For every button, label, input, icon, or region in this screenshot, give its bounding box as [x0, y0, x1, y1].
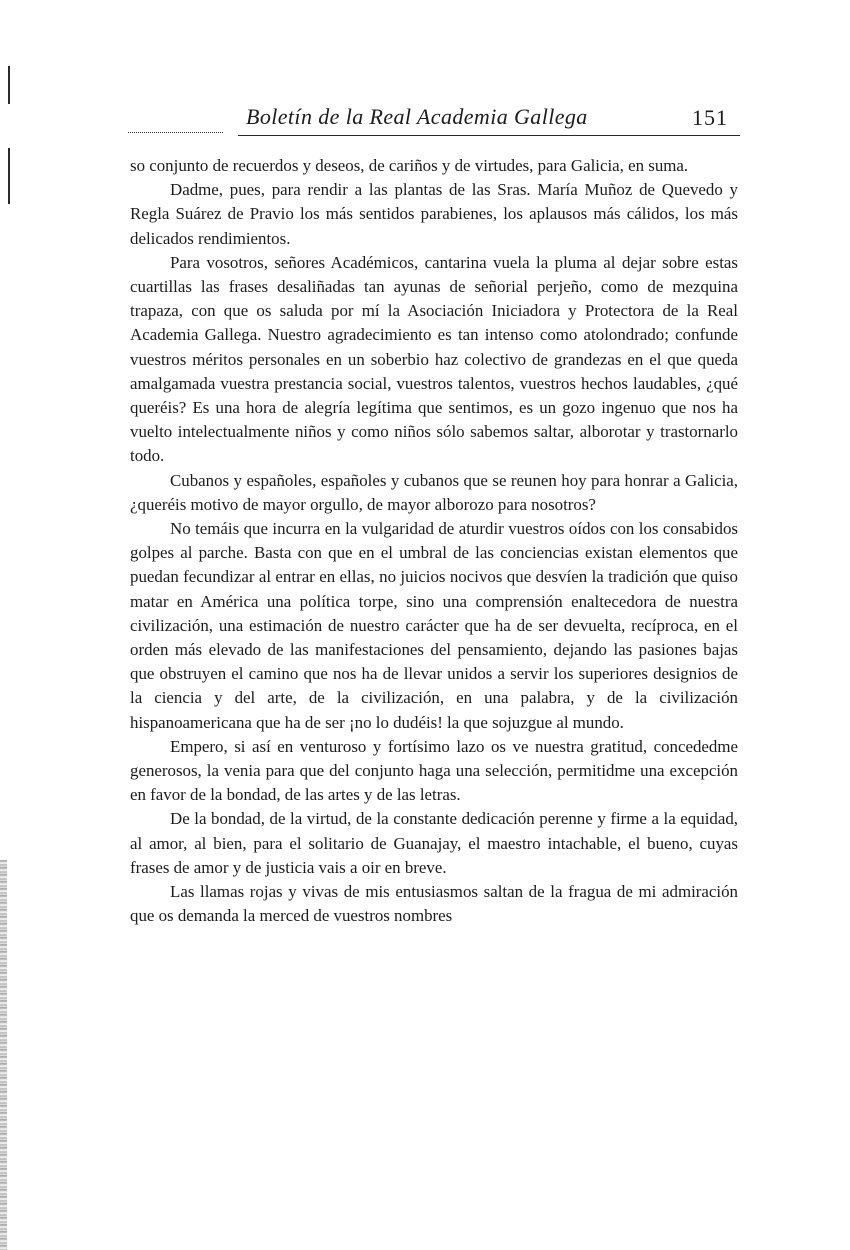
scan-edge-line-mid — [8, 148, 10, 204]
page-number: 151 — [692, 105, 728, 130]
page-header — [128, 104, 740, 136]
paragraph: No temáis que incurra en la vulgaridad de aturdir vuestros oídos con los consabidos golpes al parche. Basta con que en el umbral de las conciencias existan elementos que puedan fecundizar al entrar en ellas, no juicios nocivos que desvíen la tradición que quiso matar en América una política torpe, sino una comprensión enaltecedora de nuestra civilización, una estimación de nuestro carácter que ha de ser devuelta, recíproca, en el orden más elevado de las manifestaciones del pensamiento, dejando las pasiones bajas que obstruyen el camino que nos ha de llevar unidos a servir los superiores designios de la ciencia y del arte, de la civilización, en una palabra, y de la civilización hispanoamericana que ha de ser ¡no lo dudéis! la que sojuzgue al mundo. — [130, 519, 738, 732]
scan-edge-line-top — [8, 66, 10, 104]
body-text — [130, 154, 738, 929]
paragraph: Las llamas rojas y vivas de mis entusiasmos saltan de la fragua de mi admiración que os demanda la merced de vuestros nombres — [130, 882, 738, 926]
running-title: Boletín de la Real Academia Gallega — [246, 104, 588, 129]
header-dotted-rule — [128, 132, 223, 133]
paragraph-continued: so conjunto de recuerdos y deseos, de cariños y de virtudes, para Galicia, en suma. — [130, 156, 689, 175]
header-rule — [238, 135, 740, 136]
paragraph: Cubanos y españoles, españoles y cubanos que se reunen hoy para honrar a Galicia, ¿queréis motivo de mayor orgullo, de mayor alborozo para nosotros? — [130, 470, 738, 514]
paragraph: Para vosotros, señores Académicos, cantarina vuela la pluma al dejar sobre estas cuartillas las frases desaliñadas tan ayunas de señorial perjeño, como de mezquina trapaza, con que os saluda por mí la Asociación Iniciadora y Protectora de la Real Academia Gallega. Nuestro agradecimiento es tan intenso como atolondrado; confunde vuestros méritos personales en un soberbio haz colectivo de grandezas en el que queda amalgamada vuestra prestancia social, vuestros talentos, vuestros hechos laudables, ¿qué queréis? Es una hora de alegría legítima que sentimos, es un gozo ingenuo que nos ha vuelto intelectualmente niños y como niños sólo sabemos saltar, alborotar y trastornarlo todo. — [130, 252, 738, 466]
paragraph: Empero, si así en venturoso y fortísimo lazo os ve nuestra gratitud, concededme generosos, la venia para que del conjunto haga una selección, permitidme una excepción en favor de la bondad, de las artes y de las letras. — [130, 736, 738, 805]
scan-edge-shadow — [0, 860, 7, 1250]
paragraph: Dadme, pues, para rendir a las plantas de las Sras. María Muñoz de Quevedo y Regla Suárez de Pravio los más sentidos parabienes, los aplausos más cálidos, los más delicados rendimientos. — [130, 180, 738, 248]
paragraph: De la bondad, de la virtud, de la constante dedicación perenne y firme a la equidad, al amor, al bien, para el solitario de Guanajay, el maestro intachable, el bueno, cuyas frases de amor y de justicia vais a oir en breve. — [130, 809, 738, 877]
